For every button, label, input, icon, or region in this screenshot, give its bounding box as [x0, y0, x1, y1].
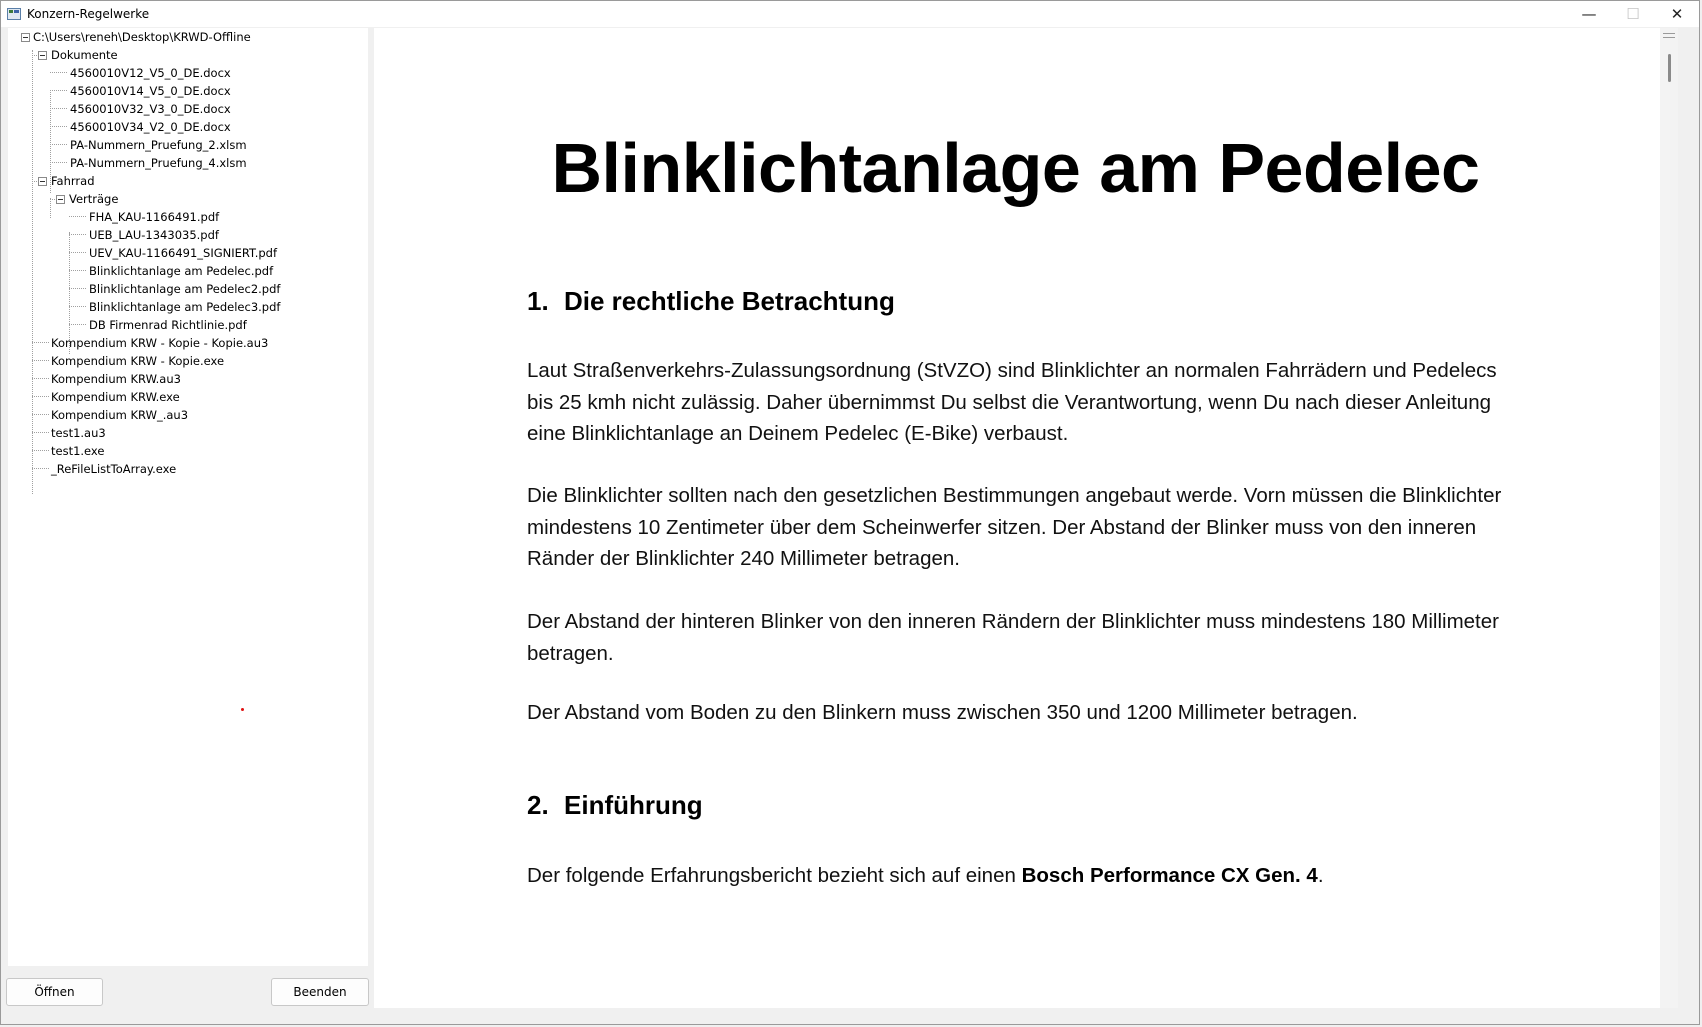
tree-line [50, 108, 67, 109]
section-heading [527, 790, 703, 821]
paragraph-end: . [1317, 864, 1324, 887]
section-title: Die rechtliche Betrachtung [564, 286, 895, 316]
tree-line [32, 360, 49, 361]
tree-file[interactable]: PA-Nummern_Pruefung_4.xlsm [70, 156, 247, 170]
tree-line [32, 342, 49, 343]
tree-line [32, 432, 49, 433]
tree-line [50, 198, 51, 218]
tree-line [69, 234, 86, 235]
document-viewer[interactable] [374, 28, 1677, 1008]
file-tree[interactable] [8, 28, 368, 966]
tree-line [69, 252, 86, 253]
tree-file[interactable]: Blinklichtanlage am Pedelec2.pdf [89, 282, 281, 296]
tree-file[interactable]: Kompendium KRW - Kopie.exe [51, 354, 225, 368]
tree-file[interactable]: Kompendium KRW.exe [51, 390, 180, 404]
minimize-icon: — [1581, 5, 1597, 23]
tree-line [50, 162, 67, 163]
tree-line [69, 324, 86, 325]
tree-file[interactable]: DB Firmenrad Richtlinie.pdf [89, 318, 247, 332]
quit-button[interactable]: Beenden [271, 978, 369, 1006]
tree-line [69, 288, 86, 289]
tree-folder-fahrrad[interactable]: Fahrrad [51, 174, 95, 188]
tree-file[interactable]: 4560010V14_V5_0_DE.docx [70, 84, 231, 98]
tree-folder-dokumente[interactable]: Dokumente [51, 48, 118, 62]
collapse-toggle-icon[interactable] [56, 195, 65, 204]
app-icon [7, 8, 21, 20]
collapse-toggle-icon[interactable] [38, 177, 47, 186]
tree-folder-vertraege[interactable]: Verträge [69, 192, 119, 206]
paragraph: Der Abstand vom Boden zu den Blinkern muss zwischen 350 und 1200 Millimeter betragen. [527, 701, 1358, 724]
tree-line [50, 72, 67, 73]
title-bar[interactable] [1, 1, 1699, 27]
tree-file[interactable]: PA-Nummern_Pruefung_2.xlsm [70, 138, 247, 152]
maximize-icon: ☐ [1626, 5, 1640, 23]
tree-line [32, 396, 49, 397]
paragraph-text: Der folgende Erfahrungsbericht bezieht sich auf einen [527, 864, 1022, 887]
tree-file[interactable]: UEV_KAU-1166491_SIGNIERT.pdf [89, 246, 278, 260]
tree-line [50, 90, 67, 91]
tree-file[interactable]: Blinklichtanlage am Pedelec.pdf [89, 264, 274, 278]
section-title: Einführung [564, 790, 703, 820]
tree-line [32, 50, 33, 494]
cursor-dot [241, 708, 244, 711]
tree-root[interactable]: C:\Users\reneh\Desktop\KRWD-Offline [33, 30, 251, 44]
tree-file[interactable]: _ReFileListToArray.exe [51, 462, 177, 476]
tree-file[interactable]: UEB_LAU-1343035.pdf [89, 228, 219, 242]
tree-line [32, 450, 49, 451]
tree-file[interactable]: test1.exe [51, 444, 105, 458]
tree-file[interactable]: Kompendium KRW_.au3 [51, 408, 189, 422]
paragraph: Laut Straßenverkehrs-Zulassungsordnung (StVZO) sind Blinklichter an normalen Fahrrädern und Pedelecs bis 25 kmh nicht zulässig. Daher übernimmst Du selbst die Verantwortung, wenn Du nach dieser Anleitung eine Blinklichtanlage an Deinem Pedelec (E-Bike) verbaust. [527, 359, 1497, 445]
tree-file[interactable]: Blinklichtanlage am Pedelec3.pdf [89, 300, 281, 314]
document-title: Blinklichtanlage am Pedelec [551, 129, 1480, 207]
tree-line [69, 306, 86, 307]
scroll-thumb[interactable] [1668, 54, 1671, 82]
section-number: 2. [527, 790, 549, 820]
tree-file[interactable]: test1.au3 [51, 426, 106, 440]
vertical-scrollbar[interactable] [1660, 28, 1678, 1008]
window-controls [1567, 1, 1699, 27]
paragraph: Die Blinklichter sollten nach den gesetzlichen Bestimmungen angebaut werde. Vorn müssen die Blinklichter mindestens 10 Zentimeter über dem Scheinwerfer sitzen. Der Abstand der Blinker muss von den inneren Ränder der Blinklichter 240 Millimeter betragen. [527, 484, 1502, 570]
tree-file[interactable]: 4560010V34_V2_0_DE.docx [70, 120, 231, 134]
tree-file[interactable]: FHA_KAU-1166491.pdf [89, 210, 220, 224]
tree-line [32, 468, 49, 469]
tree-line [69, 216, 86, 217]
paragraph [527, 860, 1527, 892]
tree-line [32, 414, 49, 415]
tree-line [69, 270, 86, 271]
minimize-button[interactable] [1567, 1, 1611, 27]
close-button[interactable] [1655, 1, 1699, 27]
paragraph-bold-text: Bosch Performance CX Gen. 4 [1021, 864, 1318, 887]
tree-file[interactable]: 4560010V32_V3_0_DE.docx [70, 102, 231, 116]
section-heading [527, 286, 895, 317]
maximize-button [1611, 1, 1655, 27]
section-number: 1. [527, 286, 549, 316]
tree-file[interactable]: Kompendium KRW - Kopie - Kopie.au3 [51, 336, 269, 350]
tree-file[interactable]: Kompendium KRW.au3 [51, 372, 181, 386]
collapse-toggle-icon[interactable] [38, 51, 47, 60]
tree-line [50, 126, 67, 127]
scroll-up-icon[interactable] [1663, 33, 1675, 38]
tree-line [50, 144, 67, 145]
window-title: Konzern-Regelwerke [27, 7, 150, 21]
collapse-toggle-icon[interactable] [21, 33, 30, 42]
tree-file[interactable]: 4560010V12_V5_0_DE.docx [70, 66, 231, 80]
paragraph: Der Abstand der hinteren Blinker von den inneren Rändern der Blinklichter muss mindestens 180 Millimeter betragen. [527, 610, 1499, 665]
tree-line [32, 378, 49, 379]
close-icon: ✕ [1670, 5, 1684, 23]
open-button[interactable]: Öffnen [6, 978, 103, 1006]
